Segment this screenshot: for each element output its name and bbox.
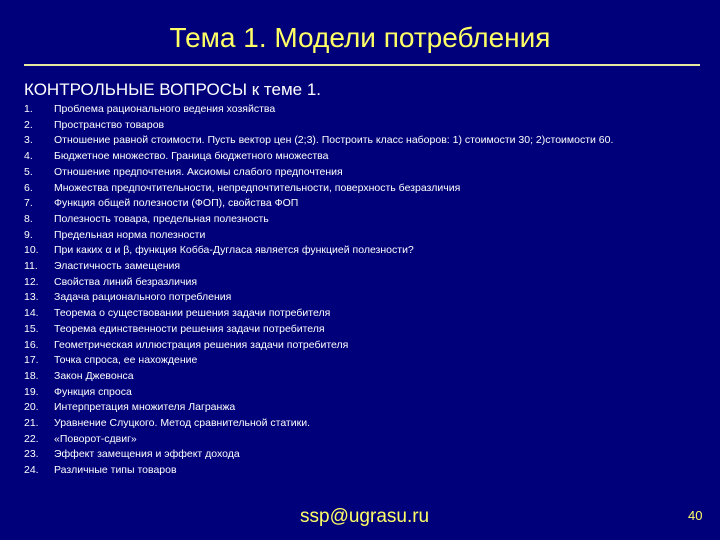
- question-number: 18.: [24, 369, 39, 382]
- question-text: Теорема о существовании решения задачи потребителя: [54, 307, 331, 320]
- question-text: Полезность товара, предельная полезность: [54, 212, 269, 225]
- question-text: Задача рационального потребления: [54, 291, 232, 304]
- question-item: [24, 416, 704, 430]
- question-number: 15.: [24, 322, 39, 335]
- question-number: 3.: [24, 134, 33, 147]
- question-number: 6.: [24, 181, 33, 194]
- question-number: 14.: [24, 307, 39, 320]
- question-number: 8.: [24, 212, 33, 225]
- question-item: [24, 259, 704, 273]
- question-item: [24, 118, 704, 132]
- question-number: 2.: [24, 118, 33, 131]
- question-item: [24, 447, 704, 461]
- question-number: 7.: [24, 197, 33, 210]
- question-number: 13.: [24, 291, 39, 304]
- question-text: Отношение предпочтения. Аксиомы слабого предпочтения: [54, 165, 343, 178]
- question-number: 9.: [24, 228, 33, 241]
- question-number: 12.: [24, 275, 39, 288]
- question-number: 23.: [24, 448, 39, 461]
- question-item: [24, 322, 704, 336]
- question-item: [24, 306, 704, 320]
- section-subtitle: КОНТРОЛЬНЫЕ ВОПРОСЫ к теме 1.: [24, 80, 322, 99]
- question-item: [24, 290, 704, 304]
- questions-list: [24, 102, 704, 479]
- slide-title: Тема 1. Модели потребления: [169, 22, 551, 53]
- question-item: [24, 432, 704, 446]
- question-number: 20.: [24, 401, 39, 414]
- question-number: 1.: [24, 103, 33, 115]
- question-number: 24.: [24, 464, 39, 477]
- question-item: [24, 463, 704, 477]
- question-item: [24, 181, 704, 195]
- question-text: Свойства линий безразличия: [54, 275, 198, 288]
- question-item: [24, 196, 704, 210]
- question-number: 17.: [24, 354, 39, 367]
- question-text: Бюджетное множество. Граница бюджетного множества: [54, 150, 329, 163]
- question-item: [24, 133, 704, 147]
- question-number: 19.: [24, 385, 39, 398]
- question-number: 10.: [24, 244, 39, 257]
- question-text: Пространство товаров: [54, 118, 165, 131]
- question-item: [24, 212, 704, 226]
- question-number: 5.: [24, 165, 33, 178]
- question-item: [24, 149, 704, 163]
- question-item: [24, 228, 704, 242]
- question-text: Интерпретация множителя Лагранжа: [54, 401, 236, 414]
- question-item: [24, 243, 704, 257]
- question-number: 11.: [24, 260, 38, 273]
- question-number: 16.: [24, 338, 39, 351]
- question-item: [24, 165, 704, 179]
- question-text: Закон Джевонса: [54, 369, 134, 382]
- page-number: 40: [688, 508, 703, 523]
- question-item: [24, 275, 704, 289]
- question-item: [24, 369, 704, 383]
- question-text: Эффект замещения и эффект дохода: [54, 448, 240, 461]
- question-text: Отношение равной стоимости. Пусть вектор цен (2;3). Построить класс наборов: 1) стоимости 30; 2)стоимости 60.: [54, 134, 614, 147]
- question-text: Теорема единственности решения задачи потребителя: [54, 322, 325, 335]
- question-text: Функция общей полезности (ФОП), свойства ФОП: [54, 197, 299, 210]
- question-item: [24, 353, 704, 367]
- question-text: Проблема рационального ведения хозяйства: [54, 103, 276, 115]
- question-text: Различные типы товаров: [54, 464, 177, 477]
- question-text: Уравнение Слуцкого. Метод сравнительной статики.: [54, 417, 310, 430]
- question-text: Множества предпочтительности, непредпочтительности, поверхность безразличия: [54, 181, 461, 194]
- question-item: [24, 102, 704, 116]
- question-text: Точка спроса, ее нахождение: [54, 354, 198, 367]
- question-text: Геометрическая иллюстрация решения задачи потребителя: [54, 338, 349, 351]
- question-text: Функция спроса: [54, 385, 132, 398]
- question-number: 21.: [24, 417, 39, 430]
- question-item: [24, 385, 704, 399]
- title-divider: [24, 64, 700, 66]
- question-number: 4.: [24, 150, 33, 163]
- question-text: Эластичность замещения: [54, 260, 181, 273]
- contact-email: ssp@ugrasu.ru: [300, 506, 430, 527]
- question-text: «Поворот-сдвиг»: [54, 432, 137, 445]
- question-item: [24, 338, 704, 352]
- question-text: Предельная норма полезности: [54, 228, 206, 241]
- question-item: [24, 400, 704, 414]
- question-text: При каких α и β, функция Кобба-Дугласа является функцией полезности?: [54, 244, 414, 257]
- question-number: 22.: [24, 432, 39, 445]
